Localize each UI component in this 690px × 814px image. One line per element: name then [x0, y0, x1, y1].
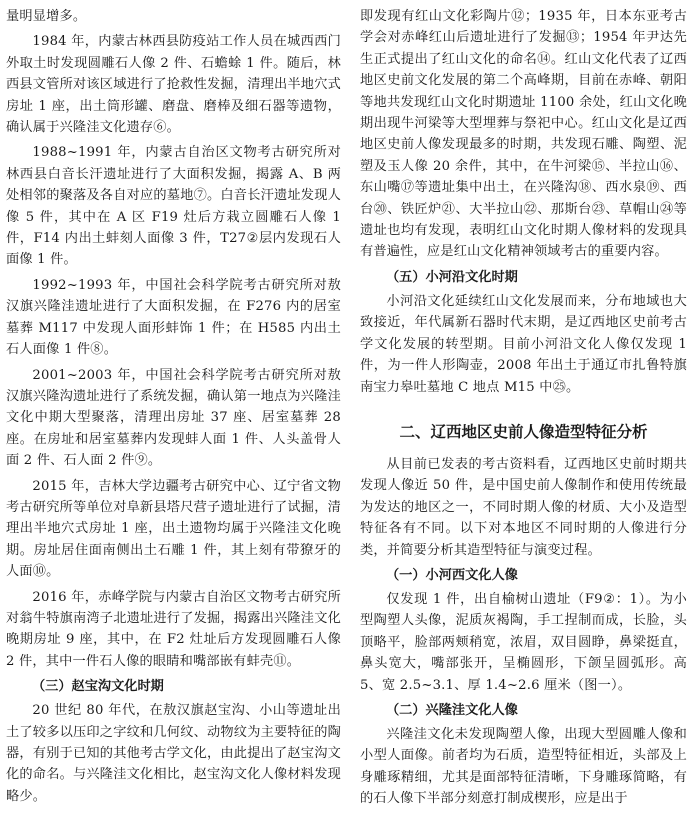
subsection-heading: （五）小河沿文化时期 [386, 269, 518, 285]
paragraph: 2016 年，赤峰学院与内蒙古自治区文物考古研究所对翁牛特旗南湾子北遗址进行了发掘，揭露出兴隆洼文化晚期房址 9 座，其中，在 F2 灶址后方发现圆雕石人像 2 件，其中一件石人像的眼睛和嘴部嵌有蚌壳⑪。 [6, 589, 341, 669]
paragraph: 2001~2003 年，中国社会科学院考古研究所对敖汉旗兴隆沟遗址进行了系统发掘，确认第一地点为兴隆洼文化中期大型聚落，清理出房址 37 座、居室墓葬 28 座。在房址和居室墓葬内发现蚌人面 1 件、人头盖骨人面 2 件、石人面 2 件⑨。 [6, 367, 341, 469]
subsection-heading: （一）小河西文化人像 [386, 567, 518, 583]
paragraph: 1992~1993 年，中国社会科学院考古研究所对敖汉旗兴隆洼遗址进行了大面积发掘，在 F276 内的居室墓葬 M117 中发现人面形蚌饰 1 件；在 H585 内出土石人面像 1 件⑧。 [6, 277, 341, 358]
paragraph: 从目前已发表的考古资料看，辽西地区史前时期共发现人像近 50 件，是中国史前人像制作和使用传统最为发达的地区之一，不同时期人像的材质、大小及造型特征各有不同。以下对本地区不同时期的人像进行分类，并简要分析其造型特征与演变过程。 [360, 456, 687, 558]
right-column [360, 6, 687, 814]
paragraph: 1984 年，内蒙古林西县防疫站工作人员在城西西门外取土时发现圆雕石人像 2 件、石蟾蜍 1 件。随后，林西县文管所对该区域进行了抢救性发掘，清理出半地穴式房址 1 座，出土筒形罐、磨盘、磨棒及细石器等遗物，确认属于兴隆洼文化遗存⑥。 [6, 34, 341, 136]
paragraph: 仅发现 1 件，出自榆树山遗址（F9②：1）。为小型陶塑人头像，泥质灰褐陶，手工捏制而成，长脸，头顶略平，脸部两颊稍宽，浓眉，双目圆睁，鼻梁挺直，鼻头宽大，嘴部张开，呈椭圆形，下颌呈圆弧形。高 5、宽 2.5~3.1、厚 1.4~2.6 厘米（图一）。 [360, 591, 687, 693]
section-title: 二、辽西地区史前人像造型特征分析 [399, 422, 648, 441]
paragraph: 量明显增多。 [6, 9, 87, 24]
paragraph: 20 世纪 80 年代，在敖汉旗赵宝沟、小山等遗址出土了较多以压印之字纹和几何纹、动物纹为主要特征的陶器，有别于已知的其他考古学文化，由此提出了赵宝沟文化的命名。与兴隆洼文化相比，赵宝沟文化人像材料发现略少。 [6, 703, 341, 804]
paragraph: 2015 年，吉林大学边疆考古研究中心、辽宁省文物考古研究所等单位对阜新县塔尺营子遗址进行了试掘，清理出半地穴式房址 1 座，出土遗物均属于兴隆洼文化晚期。房址居住面南侧出土石雕 1 件，其上刻有带獠牙的人面⑩。 [6, 478, 341, 580]
paragraph: 兴隆洼文化未发现陶塑人像，出现大型圆雕人像和小型人面像。前者均为石质，造型特征相近，头部及上身雕琢精细，尤其是面部特征清晰，下身雕琢简略，有的石人像下半部分刻意打制成楔形，应是出于 [360, 726, 687, 807]
subsection-heading: （二）兴隆洼文化人像 [386, 702, 518, 718]
left-column [6, 6, 341, 811]
paragraph: 即发现有红山文化彩陶片⑫；1935 年，日本东亚考古学会对赤峰红山后遗址进行了发掘⑬；1954 年尹达先生正式提出了红山文化的命名⑭。红山文化代表了辽西地区史前文化发展的第二个高峰期，目前在赤峰、朝阳等地共发现红山文化时期遗址 1100 余处，红山文化晚期出现牛河梁等大型埋葬与祭祀中心。红山文化是辽西地区史前人像发现最多的时期，共发现石雕、陶塑、泥塑及玉人像 20 余件，其中，在牛河梁⑮、半拉山⑯、东山嘴⑰等遗址集中出土，在兴隆沟⑱、西水泉⑲、西台⑳、铁匠炉㉑、大半拉山㉒、那斯台㉓、草帽山㉔等遗址也均有发现，表明红山文化时期人像材料的发现具有普遍性，应是红山文化精神领域考古的重要内容。 [360, 9, 687, 260]
paragraph: 小河沿文化延续红山文化发展而来，分布地域也大致接近，年代属新石器时代末期，是辽西地区史前考古学文化发展的转型期。目前小河沿文化人像仅发现 1 件，为一件人形陶壶，2008 年出土于通辽市扎鲁特旗南宝力皋吐墓地 C 地点 M15 中㉕。 [360, 293, 687, 395]
subsection-heading: （三）赵宝沟文化时期 [32, 679, 164, 695]
paragraph: 1988~1991 年，内蒙古自治区文物考古研究所对林西县白音长汗遗址进行了大面积发掘，揭露 A、B 两处相邻的聚落及各自对应的墓地⑦。白音长汗遗址发现人像 5 件，其中在 A 区 F19 灶后方栽立圆雕石人像 1 件，F14 内出土蚌刻人面像 3 件，T27②层内发现石人面像 1 件。 [6, 145, 341, 268]
